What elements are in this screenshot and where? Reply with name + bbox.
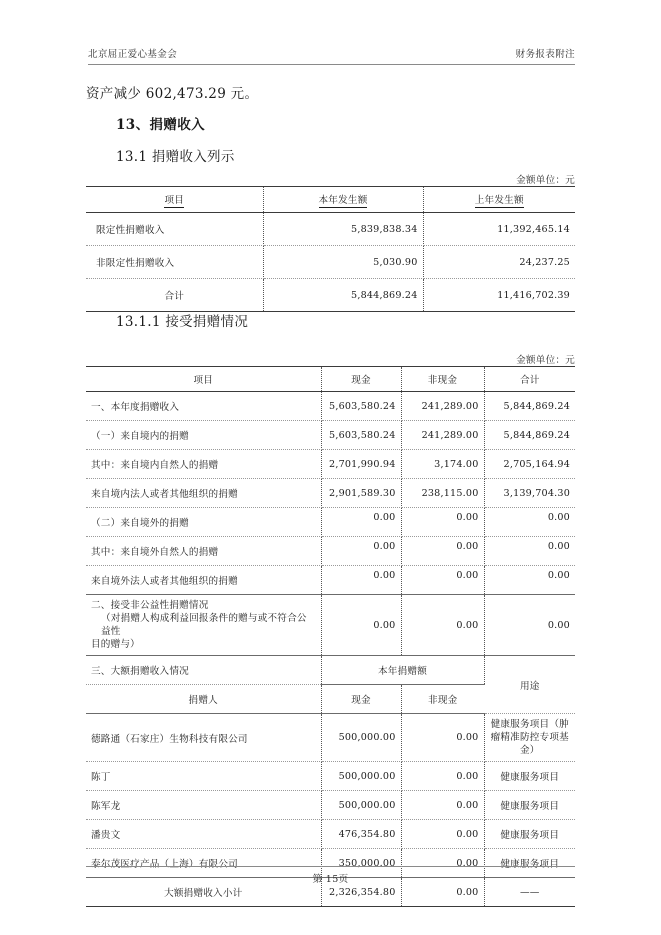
- header-document-title: 财务报表附注: [515, 49, 575, 60]
- cell-cash: 5,603,580.24: [321, 392, 401, 421]
- cell-donor-cash: 476,354.80: [321, 820, 401, 849]
- page-number: 第 15页: [312, 874, 349, 885]
- table-row: [86, 392, 575, 421]
- cell-item: 限定性捐赠收入: [86, 213, 263, 246]
- cell-donor-noncash: 0.00: [401, 820, 484, 849]
- table-row-donor: [86, 820, 575, 849]
- table-row-donor: [86, 791, 575, 820]
- cell-cash: 0.00: [321, 566, 401, 595]
- cell-subtotal-noncash: 0.00: [401, 878, 484, 907]
- cell-noncash: 238,115.00: [401, 479, 484, 508]
- cell-subtotal-label: 大额捐赠收入小计: [86, 878, 321, 907]
- cell-purpose-label: 用途: [484, 656, 575, 714]
- noncharitable-line-3: 目的赠与）: [91, 639, 140, 650]
- cell-total: 5,844,869.24: [484, 421, 575, 450]
- table-row: [86, 421, 575, 450]
- table-header-row: [86, 367, 575, 392]
- cell-item-noncharitable: [86, 595, 321, 656]
- cell-cash: 5,603,580.24: [321, 421, 401, 450]
- table-row-large-donation-header: [86, 656, 575, 685]
- cell-amount-group-label: 本年捐赠额: [321, 656, 484, 685]
- cell-donor-purpose: 健康服务项目: [484, 820, 575, 849]
- table-row: [86, 508, 575, 537]
- cell-subtotal-cash: 2,326,354.80: [321, 878, 401, 907]
- cell-item: 合计: [86, 279, 263, 312]
- cell-noncash: 0.00: [401, 566, 484, 595]
- cell-donor-noncash: 0.00: [401, 714, 484, 762]
- cell-cash: 0.00: [321, 595, 401, 656]
- table-row: [86, 213, 575, 246]
- cell-cash: 2,901,589.30: [321, 479, 401, 508]
- column-header-previous-year: 上年发生额: [423, 187, 575, 213]
- cell-donor-name: 陈军龙: [86, 791, 321, 820]
- cell-previous-year: 24,237.25: [423, 246, 575, 279]
- cell-cash-label: 现金: [321, 685, 401, 714]
- cell-current-year: 5,844,869.24: [263, 279, 423, 312]
- table-header-row: [86, 187, 575, 213]
- cell-subtotal-purpose: ——: [519, 886, 540, 898]
- cell-current-year: 5,839,838.34: [263, 213, 423, 246]
- cell-item: 来自境外法人或者其他组织的捐赠: [86, 566, 321, 595]
- cell-total: 0.00: [484, 508, 575, 537]
- noncharitable-line-1: 二、接受非公益性捐赠情况: [91, 600, 209, 611]
- cell-total: 0.00: [484, 537, 575, 566]
- cell-total: 0.00: [484, 566, 575, 595]
- lead-paragraph: 资产减少 602,473.29 元。: [86, 86, 259, 102]
- subsection-heading-13-1: 13.1 捐赠收入列示: [116, 149, 235, 165]
- cell-noncash: 3,174.00: [401, 450, 484, 479]
- cell-donor-name: 潘贵文: [86, 820, 321, 849]
- cell-donor-noncash: 0.00: [401, 762, 484, 791]
- cell-total: 2,705,164.94: [484, 450, 575, 479]
- cell-cash: 2,701,990.94: [321, 450, 401, 479]
- cell-large-donation-section-label: 三、大额捐赠收入情况: [86, 656, 321, 685]
- cell-donor-purpose: 健康服务项目: [484, 762, 575, 791]
- cell-total: 0.00: [484, 595, 575, 656]
- table-row: [86, 479, 575, 508]
- cell-donor-noncash: 0.00: [401, 791, 484, 820]
- table-row-donor: [86, 762, 575, 791]
- cell-donor-cash: 350,000.00: [321, 849, 401, 878]
- cell-donor-noncash: 0.00: [401, 849, 484, 878]
- table-row: [86, 450, 575, 479]
- cell-donor-name: 泰尔茂医疗产品（上海）有限公司: [86, 849, 321, 878]
- cell-noncash: 0.00: [401, 537, 484, 566]
- column-header-total: 合计: [484, 367, 575, 392]
- cell-noncash: 0.00: [401, 595, 484, 656]
- column-header-cash: 现金: [321, 367, 401, 392]
- cell-total: 3,139,704.30: [484, 479, 575, 508]
- cell-donor-cash: 500,000.00: [321, 762, 401, 791]
- cell-donor-purpose: 健康服务项目: [484, 849, 575, 878]
- cell-cash: 0.00: [321, 537, 401, 566]
- cell-noncash: 0.00: [401, 508, 484, 537]
- cell-donor-purpose: 健康服务项目: [484, 791, 575, 820]
- cell-item: 来自境内法人或者其他组织的捐赠: [86, 479, 321, 508]
- section-heading-13: 13、捐赠收入: [116, 117, 206, 133]
- unit-note-table-1: 金额单位：元: [516, 175, 575, 186]
- table-row-donor: [86, 714, 575, 762]
- column-header-item: 项目: [86, 187, 263, 213]
- noncharitable-line-2: （对捐赠人构成利益回报条件的赠与或不符合公益性: [101, 613, 307, 637]
- header-organization: 北京屈正爱心基金会: [88, 49, 178, 60]
- cell-current-year: 5,030.90: [263, 246, 423, 279]
- unit-note-table-2: 金额单位：元: [516, 355, 575, 366]
- cell-total: 5,844,869.24: [484, 392, 575, 421]
- cell-previous-year: 11,416,702.39: [497, 289, 570, 301]
- cell-donor-cash: 500,000.00: [321, 791, 401, 820]
- cell-donor-name: 陈丁: [86, 762, 321, 791]
- table-row: [86, 246, 575, 279]
- table-row-total: [86, 279, 575, 312]
- table-row: [86, 566, 575, 595]
- cell-previous-year: 11,392,465.14: [423, 213, 575, 246]
- cell-donor-cash: 500,000.00: [321, 714, 401, 762]
- donation-detail-table: [86, 366, 575, 907]
- table-row: [86, 537, 575, 566]
- cell-item: 其中：来自境外自然人的捐赠: [86, 537, 321, 566]
- running-header: [88, 48, 575, 65]
- column-header-noncash: 非现金: [401, 367, 484, 392]
- donation-summary-table: [86, 186, 575, 312]
- cell-donor-name: 德路通（石家庄）生物科技有限公司: [86, 714, 321, 762]
- cell-donor-label: 捐赠人: [86, 685, 321, 714]
- cell-item: （一）来自境内的捐赠: [86, 421, 321, 450]
- cell-cash: 0.00: [321, 508, 401, 537]
- cell-item: 一、本年度捐赠收入: [86, 392, 321, 421]
- cell-noncash: 241,289.00: [401, 392, 484, 421]
- cell-item: 其中：来自境内自然人的捐赠: [86, 450, 321, 479]
- cell-item: （二）来自境外的捐赠: [86, 508, 321, 537]
- cell-noncash-label: 非现金: [401, 685, 484, 714]
- cell-noncash: 241,289.00: [401, 421, 484, 450]
- cell-item: 非限定性捐赠收入: [86, 246, 263, 279]
- footer-divider: [86, 866, 575, 867]
- column-header-item: 项目: [86, 367, 321, 392]
- subsection-heading-13-1-1: 13.1.1 接受捐赠情况: [116, 314, 249, 330]
- table-row-noncharitable: [86, 595, 575, 656]
- column-header-current-year: 本年发生额: [263, 187, 423, 213]
- cell-donor-purpose: 健康服务项目（肿瘤精准防控专项基金）: [484, 714, 575, 762]
